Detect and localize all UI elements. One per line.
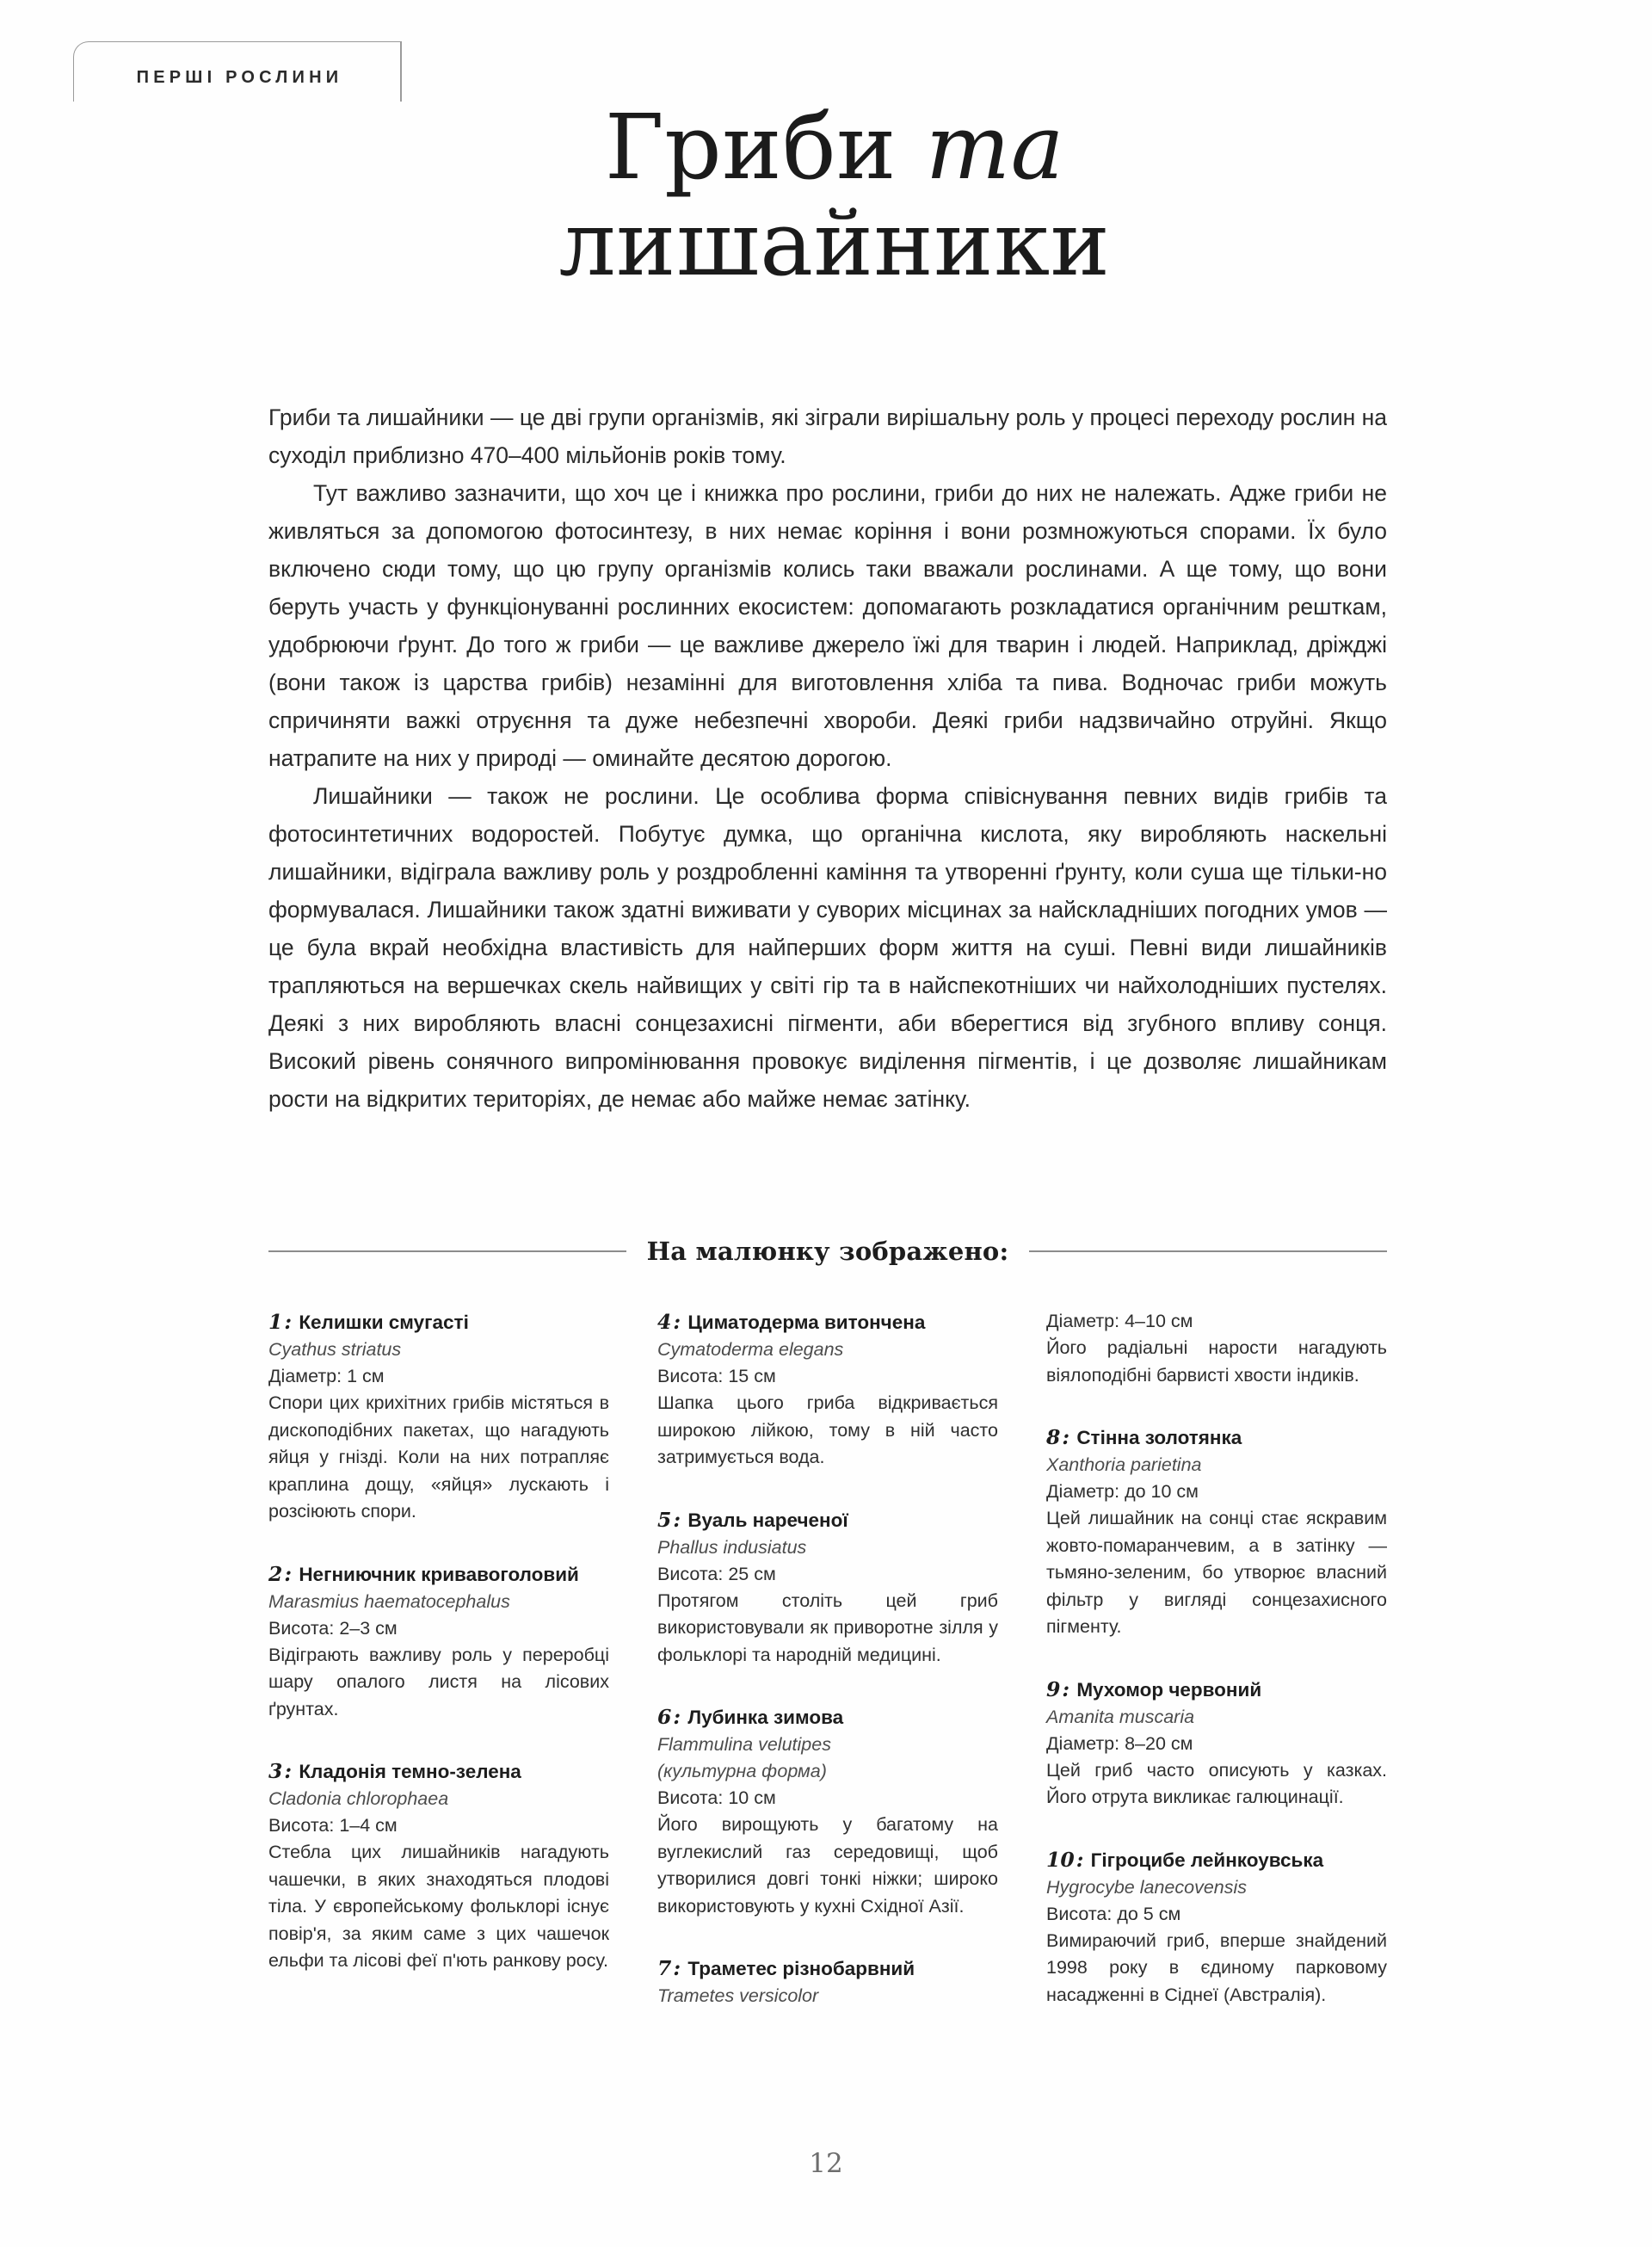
species-name bbox=[657, 1703, 998, 1732]
species-measurement: Діаметр: до 10 см bbox=[1046, 1481, 1199, 1502]
species-common-name: Лубинка зимова bbox=[687, 1707, 844, 1728]
species-common-name: Вуаль нареченої bbox=[687, 1509, 848, 1531]
species-number-separator: : bbox=[284, 1561, 293, 1586]
species-number: 8 bbox=[1046, 1425, 1061, 1449]
body-paragraph-3: Лишайники — також не рослини. Це особлива форма співіснування певних видів грибів та фотосинтетичних водоростей. Побутує думка, що органічна кислота, яку виробляють наскельні лишайники, відіграла важливу роль у роздробленні каміння та утворенні ґрунту, коли суша ще тільки-но формувалася. Лишайники також здатні виживати у суворих місцинах за найскладніших погодних умов — це була вкрай необхідна властивість для найперших форм життя на суші. Певні види лишайників трапляються на вершечках скель найвищих у світі гір та в найспекотніших чи найхолодніших пустелях. Деякі з них виробляють власні сонцезахисні пігменти, аби вберегтися від згубного впливу сонця. Високий рівень сонячного випромінювання провокує виділення пігментів, і це дозволяє лишайникам рости на відкритих територіях, де немає або майже немає затінку. bbox=[268, 783, 1387, 1112]
species-measurement: Діаметр: 1 см bbox=[268, 1366, 385, 1386]
species-common-name: Келишки смугасті bbox=[299, 1312, 469, 1333]
species-description: Спори цих крихітних грибів містяться в дископодібних пакетах, що нагадують яйця у гнізді. Коли на них потрапляє краплина дощу, «яйця» лускають і розсіюють спори. bbox=[268, 1392, 609, 1522]
species-description: Цей гриб часто описують у казках. Його отрута викликає галюцинації. bbox=[1046, 1759, 1387, 1807]
page-title-italic: та bbox=[925, 95, 1065, 200]
species-measurement: Висота: 10 см bbox=[657, 1787, 776, 1808]
caption-section-heading-label: На малюнку зображено: bbox=[646, 1237, 1009, 1266]
species-name bbox=[657, 1308, 998, 1336]
species-number: 10 bbox=[1046, 1847, 1075, 1872]
species-latin-name: Trametes versicolor bbox=[657, 1985, 819, 2006]
species-entry bbox=[657, 1308, 998, 1472]
species-measurement: Висота: до 5 см bbox=[1046, 1903, 1181, 1924]
species-description: Шапка цього гриба відкривається широкою лійкою, тому в ній часто затримується вода. bbox=[657, 1392, 998, 1467]
species-measurement: Висота: 1–4 см bbox=[268, 1815, 398, 1836]
species-number: 1 bbox=[268, 1310, 283, 1334]
species-common-name: Гігроцибе лейнкоувська bbox=[1090, 1849, 1324, 1871]
chapter-tab bbox=[73, 41, 402, 102]
species-description: Його вирощують у багатому на вуглекислий газ середовищі, щоб утворилися довгі тонкі ніжки; широко використовують у кухні Східної Азії. bbox=[657, 1814, 998, 1917]
species-name bbox=[1046, 1676, 1387, 1704]
species-description: Протягом століть цей гриб використовували як приворотне зілля у фольклорі та народній медицині. bbox=[657, 1590, 998, 1665]
species-common-name: Траметес різнобарвний bbox=[687, 1958, 915, 1979]
species-common-name: Циматодерма витончена bbox=[687, 1312, 926, 1333]
species-number-separator: : bbox=[673, 1705, 681, 1729]
species-number-separator: : bbox=[1076, 1847, 1084, 1872]
species-number: 2 bbox=[268, 1561, 283, 1586]
species-entry bbox=[657, 1703, 998, 1920]
species-number-separator: : bbox=[1062, 1425, 1070, 1449]
species-number-separator: : bbox=[1062, 1676, 1070, 1701]
species-measurement: Діаметр: 4–10 см bbox=[1046, 1311, 1193, 1331]
page-number: 12 bbox=[809, 2148, 843, 2179]
species-name bbox=[1046, 1423, 1387, 1452]
species-entry bbox=[1046, 1846, 1387, 2009]
page-title-line-2: лишайники bbox=[558, 191, 1111, 297]
species-name bbox=[268, 1757, 609, 1786]
species-entry bbox=[268, 1560, 609, 1724]
species-number: 7 bbox=[657, 1956, 672, 1980]
species-entry bbox=[657, 1954, 998, 2009]
species-name bbox=[268, 1560, 609, 1589]
species-description: Вимираючий гриб, вперше знайдений 1998 року в єдиному парковому насадженні в Сіднеї (Австралія). bbox=[1046, 1929, 1387, 2005]
heading-rule-left bbox=[268, 1250, 626, 1252]
species-name bbox=[657, 1954, 998, 1983]
caption-section-heading bbox=[268, 1237, 1387, 1266]
species-description: Відіграють важливу роль у переробці шару опалого листя на лісових ґрунтах. bbox=[268, 1644, 609, 1719]
species-latin-name: Phallus indusiatus bbox=[657, 1536, 807, 1558]
species-number: 9 bbox=[1046, 1676, 1061, 1701]
species-entry bbox=[1046, 1676, 1387, 1812]
species-description: Цей лишайник на сонці стає яскравим жовто-помаранчевим, а в затінку — тьмяно-зеленим, бо утворює власний фільтр у вигляді сонцезахисного пігменту. bbox=[1046, 1508, 1387, 1637]
species-entry bbox=[657, 1506, 998, 1670]
species-latin-name-secondary: (культурна форма) bbox=[657, 1761, 827, 1781]
species-column-1 bbox=[268, 1308, 609, 1975]
heading-rule-right bbox=[1029, 1250, 1387, 1252]
species-common-name: Мухомор червоний bbox=[1076, 1678, 1262, 1701]
species-name bbox=[268, 1308, 609, 1336]
species-entry bbox=[268, 1308, 609, 1526]
species-common-name: Негниючник кривавоголовий bbox=[299, 1563, 579, 1585]
page-title bbox=[258, 95, 1411, 297]
species-latin-name: Amanita muscaria bbox=[1046, 1706, 1195, 1727]
species-column-2 bbox=[657, 1308, 998, 2009]
page-title-regular: Гриби bbox=[604, 95, 926, 200]
body-copy bbox=[268, 398, 1387, 1118]
chapter-tab-label: ПЕРШІ РОСЛИНИ bbox=[136, 68, 343, 87]
species-number-separator: : bbox=[284, 1310, 293, 1334]
species-latin-name: Cyathus striatus bbox=[268, 1339, 402, 1360]
species-number: 5 bbox=[657, 1507, 672, 1532]
species-column-3 bbox=[1046, 1308, 1387, 2009]
species-name bbox=[657, 1506, 998, 1534]
species-entry bbox=[268, 1757, 609, 1975]
species-entry-continued bbox=[1046, 1308, 1387, 1389]
body-paragraph-1: Гриби та лишайники — це дві групи організмів, які зіграли вирішальну роль у процесі переходу рослин на суходіл приблизно 470–400 мільйонів років тому. bbox=[268, 404, 1387, 468]
species-measurement: Висота: 15 см bbox=[657, 1366, 776, 1386]
species-latin-name: Cymatoderma elegans bbox=[657, 1339, 844, 1360]
species-common-name: Кладонія темно-зелена bbox=[299, 1761, 521, 1782]
species-name bbox=[1046, 1846, 1387, 1874]
species-measurement: Висота: 25 см bbox=[657, 1563, 776, 1584]
species-list bbox=[268, 1308, 1387, 2009]
species-latin-name: Flammulina velutipes bbox=[657, 1734, 831, 1755]
species-number-separator: : bbox=[673, 1507, 681, 1532]
species-latin-name: Marasmius haematocephalus bbox=[268, 1590, 510, 1612]
species-number-separator: : bbox=[284, 1759, 293, 1783]
page-title-line-1 bbox=[258, 95, 1411, 200]
species-description: Його радіальні нарости нагадують віялоподібні барвисті хвости індиків. bbox=[1046, 1337, 1387, 1386]
species-number: 6 bbox=[657, 1705, 672, 1729]
species-number-separator: : bbox=[673, 1956, 681, 1980]
species-entry bbox=[1046, 1423, 1387, 1641]
species-measurement: Діаметр: 8–20 см bbox=[1046, 1732, 1193, 1754]
body-paragraph-2: Тут важливо зазначити, що хоч це і книжка про рослини, гриби до них не належать. Адже гриби не живляться за допомогою фотосинтезу, в них немає коріння і вони розмножуються спорами. Їх було включено сюди тому, що цю групу організмів колись таки вважали рослинами. А ще тому, що вони беруть участь у функціонуванні рослинних екосистем: допомагають розкладатися органічним решткам, удобрюючи ґрунт. До того ж гриби — це важливе джерело їжі для тварин і людей. Наприклад, дріжджі (вони також із царства грибів) незамінні для виготовлення хліба та пива. Водночас гриби можуть спричиняти важкі отруєння та дуже небезпечні хвороби. Деякі гриби надзвичайно отруйні. Якщо натрапите на них у природі — оминайте десятою дорогою. bbox=[268, 480, 1387, 771]
species-measurement: Висота: 2–3 см bbox=[268, 1617, 398, 1639]
species-number: 4 bbox=[657, 1310, 672, 1334]
species-latin-name: Hygrocybe lanecovensis bbox=[1046, 1876, 1248, 1898]
species-description: Стебла цих лишайників нагадують чашечки, в яких знаходяться плодові тіла. У європейському фольклорі існує повір'я, за яким саме з цих чашечок ельфи та лісові феї п'ють ранкову росу. bbox=[268, 1842, 609, 1971]
species-number: 3 bbox=[268, 1759, 283, 1783]
species-latin-name: Xanthoria parietina bbox=[1046, 1454, 1202, 1475]
species-common-name: Стінна золотянка bbox=[1076, 1427, 1242, 1448]
species-number-separator: : bbox=[673, 1310, 681, 1334]
species-latin-name: Cladonia chlorophaea bbox=[268, 1788, 449, 1809]
